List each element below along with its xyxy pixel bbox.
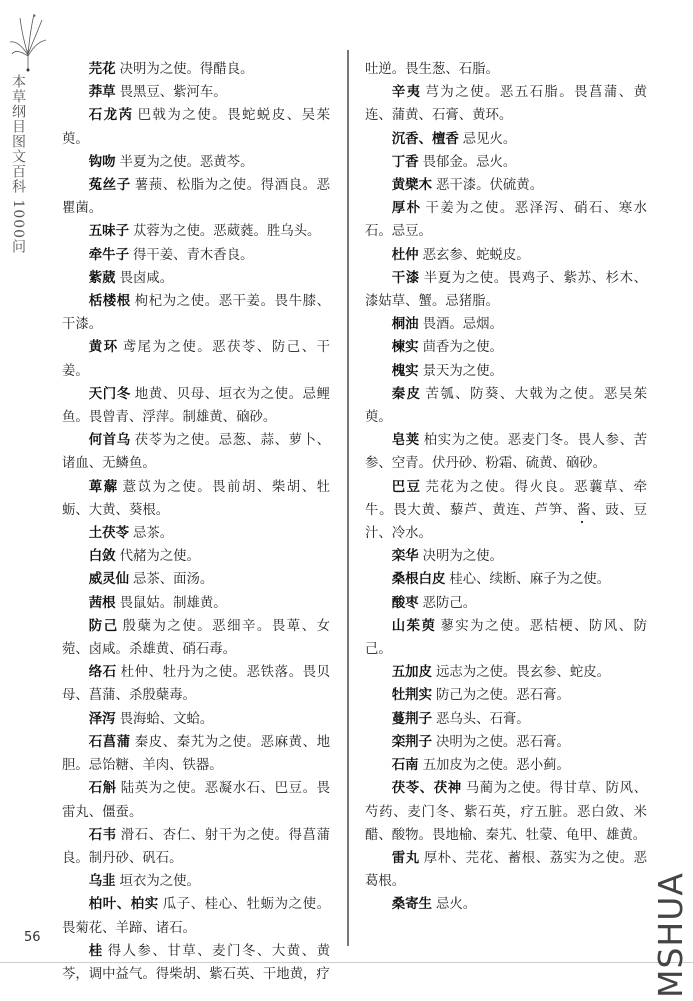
herb-entry (365, 336, 647, 359)
herb-compatibility-text: 枸杞为之使。恶干姜。畏牛膝、干漆。 (62, 294, 331, 333)
herb-compatibility-text: 茯苓为之使。忌葱、蒜、萝卜、诸血、无鳞鱼。 (62, 433, 331, 472)
herb-entry (365, 684, 647, 707)
herb-compatibility-text: 畏黑豆、紫河车。 (119, 85, 227, 101)
herb-entry (62, 661, 330, 707)
herb-compatibility-text: 景天为之使。 (422, 363, 503, 379)
book-title-vertical: 本草纲目图文百科 1000问 (10, 74, 26, 255)
herb-name: 沉香、檀香 (391, 131, 459, 147)
herb-entry (62, 592, 330, 615)
herb-entry (62, 174, 330, 220)
herb-compatibility-text: 畏郁金。忌火。 (422, 154, 517, 170)
herb-compatibility-text: 薏苡为之使。畏前胡、柴胡、牡蛎、大黄、葵根。 (62, 479, 331, 518)
herb-name: 石菖蒲 (88, 734, 131, 750)
herb-compatibility-text: 决明为之使。得醋良。 (119, 62, 254, 77)
herb-entry (62, 429, 330, 475)
herb-name: 乌韭 (88, 874, 116, 890)
herb-entry (365, 267, 647, 313)
herb-compatibility-text: 杜仲、牡丹为之使。恶铁落。畏贝母、菖蒲、杀殷蘖毒。 (62, 665, 331, 704)
herb-compatibility-text: 厚朴、芫花、蓄根、荔实为之使。恶葛根。 (365, 850, 648, 890)
herb-name: 杜仲 (391, 247, 419, 263)
herb-name: 厚朴 (391, 201, 422, 217)
herb-name: 黄环 (88, 340, 119, 356)
herb-entry (62, 545, 330, 568)
herb-name: 桑根白皮 (391, 572, 446, 588)
herb-entry (365, 731, 647, 754)
herb-entry (365, 777, 647, 847)
herb-entry (365, 661, 647, 684)
herb-name: 芫花 (88, 62, 116, 77)
herb-name: 钩吻 (88, 154, 116, 170)
herb-name: 蔓荆子 (391, 711, 432, 727)
herb-compatibility-text: 得人参、甘草、麦门冬、大黄、黄芩，调中益气。得柴胡、紫石英、干地黄，疗 (62, 943, 330, 982)
herb-name: 柏叶、柏实 (88, 897, 159, 913)
herb-entry (62, 383, 330, 429)
herb-entry (62, 568, 330, 591)
herb-name: 菟丝子 (88, 178, 131, 194)
herb-entry (62, 893, 330, 939)
herb-entry (62, 824, 330, 870)
herb-name: 丁香 (391, 154, 419, 170)
herb-compatibility-text: 忌茶。 (132, 526, 174, 542)
herb-compatibility-text: 五加皮为之使。恶小蓟。 (422, 758, 570, 774)
herb-entry (62, 220, 330, 243)
herb-name: 栾荆子 (391, 734, 432, 750)
herb-compatibility-text: 远志为之使。畏玄参、蛇皮。 (435, 665, 611, 681)
herb-name: 五味子 (88, 224, 129, 240)
herb-name: 萆薢 (88, 479, 119, 495)
herb-compatibility-text: 蓼实为之使。恶桔梗、防风、防己。 (365, 618, 648, 658)
herb-entry (62, 267, 330, 290)
print-speck (581, 521, 583, 523)
herb-name: 五加皮 (391, 665, 432, 681)
herb-compatibility-text: 忌见火。 (462, 131, 517, 147)
herb-name: 白敛 (88, 549, 116, 565)
herb-entry (365, 615, 647, 661)
herb-entry (365, 754, 647, 777)
herb-name: 石龙芮 (88, 108, 134, 124)
herb-name: 山茱萸 (391, 618, 437, 634)
herb-entry (365, 545, 647, 568)
herb-name: 巴豆 (391, 479, 422, 495)
herb-compatibility-text: 秦皮、秦艽为之使。恶麻黄、地胆。忌饴糖、羊肉、铁器。 (62, 734, 331, 774)
herb-entry (365, 151, 647, 174)
herb-entry (62, 58, 330, 81)
herb-compatibility-text: 桂心、续断、麻子为之使。 (449, 572, 611, 588)
herb-name: 天门冬 (88, 386, 131, 402)
herb-entry (62, 336, 330, 382)
herb-name: 莽草 (88, 85, 116, 101)
herb-compatibility-text: 恶防己。 (422, 595, 477, 611)
footer-rule (0, 962, 693, 963)
left-column (62, 58, 330, 986)
herb-compatibility-text: 滑石、杏仁、射干为之使。得菖蒲良。制丹砂、矾石。 (62, 827, 331, 866)
herb-entry (62, 708, 330, 731)
herb-compatibility-text: 茴香为之使。 (422, 340, 503, 356)
herb-compatibility-text: 地黄、贝母、垣衣为之使。忌鲤鱼。畏曾青、浮萍。制雄黄、硇砂。 (62, 386, 331, 426)
herb-compatibility-text: 瓜子、桂心、牡蛎为之使。畏菊花、羊蹄、诸石。 (62, 897, 331, 936)
herb-name: 泽泻 (88, 711, 116, 727)
herb-compatibility-text: 吐逆。畏生葱、石脂。 (365, 62, 499, 77)
herb-name: 桑寄生 (391, 897, 432, 913)
herb-entry (365, 174, 647, 197)
plant-illustration-icon (8, 10, 48, 72)
herb-name: 牡荆实 (391, 688, 432, 704)
herb-name: 紫葳 (88, 270, 116, 286)
herb-entry (365, 708, 647, 731)
herb-compatibility-text: 决明为之使。恶石膏。 (435, 734, 570, 750)
herb-entry (365, 592, 647, 615)
herb-compatibility-text: 苦瓠、防葵、大戟为之使。恶吴茱萸。 (365, 386, 648, 426)
herb-name: 酸枣 (391, 595, 419, 611)
herb-compatibility-text: 代赭为之使。 (119, 549, 200, 565)
herb-compatibility-text: 忌茶、面汤。 (132, 572, 214, 588)
herb-compatibility-text: 决明为之使。 (422, 549, 503, 565)
herb-entry (62, 615, 330, 661)
herb-compatibility-text: 畏卤咸。 (119, 270, 174, 286)
herb-entry (365, 244, 647, 267)
herb-entry (62, 104, 330, 150)
herb-compatibility-text: 恶干漆。伏硫黄。 (435, 178, 544, 194)
herb-entry (62, 290, 330, 336)
herb-entry (62, 731, 330, 777)
right-column (365, 58, 647, 917)
herb-name: 雷丸 (391, 850, 420, 866)
herb-compatibility-text: 恶乌头、石膏。 (435, 711, 530, 727)
herb-entry (365, 476, 647, 546)
herb-compatibility-text: 柏实为之使。恶麦门冬。畏人参、苦参、空青。伏丹砂、粉霜、硫黄、硇砂。 (365, 433, 648, 472)
herb-entry (365, 128, 647, 151)
herb-compatibility-text: 鸢尾为之使。恶茯苓、防己、干姜。 (62, 340, 331, 379)
herb-compatibility-text: 畏酒。忌烟。 (422, 317, 503, 333)
herb-name: 石南 (391, 758, 419, 774)
herb-name: 络石 (88, 665, 117, 681)
herb-name: 石斛 (88, 781, 117, 797)
herb-entry (365, 383, 647, 429)
herb-compatibility-text: 芫花为之使。得火良。恶蘘草、牵牛。畏大黄、藜芦、黄连、芦笋、酱、豉、豆汁、冷水。 (365, 479, 648, 542)
herb-name: 栾华 (391, 549, 419, 565)
herb-entry (62, 151, 330, 174)
watermark: MSHUA (651, 872, 690, 998)
herb-entry (365, 429, 647, 475)
herb-name: 黄檗木 (391, 178, 432, 194)
herb-name: 土茯苓 (88, 526, 129, 542)
herb-name: 辛夷 (391, 85, 422, 101)
herb-compatibility-text: 垣衣为之使。 (119, 874, 200, 890)
herb-compatibility-text: 得干姜、青木香良。 (132, 247, 254, 263)
herb-name: 干漆 (391, 270, 420, 286)
herb-compatibility-text: 防己为之使。恶石膏。 (435, 688, 570, 704)
column-divider (347, 50, 349, 946)
herb-compatibility-text: 苁蓉为之使。恶葳蕤。胜乌头。 (132, 224, 321, 240)
herb-entry (365, 360, 647, 383)
herb-entry (62, 522, 330, 545)
herb-entry (62, 476, 330, 522)
herb-name: 秦皮 (391, 386, 422, 402)
herb-entry (365, 58, 647, 81)
herb-compatibility-text: 陆英为之使。恶凝水石、巴豆。畏雷丸、僵蚕。 (62, 781, 331, 820)
herb-name: 茯苓、茯神 (391, 781, 462, 797)
herb-name: 楝实 (391, 340, 419, 356)
herb-entry (365, 893, 647, 916)
herb-name: 牵牛子 (88, 247, 129, 263)
herb-name: 何首乌 (88, 433, 131, 449)
herb-compatibility-text: 畏海蛤、文蛤。 (119, 711, 214, 727)
herb-compatibility-text: 干姜为之使。恶泽泻、硝石、寒水石。忌豆。 (365, 201, 648, 240)
herb-entry (365, 197, 647, 243)
herb-name: 皂荚 (391, 433, 420, 449)
herb-compatibility-text: 畏鼠姑。制雄黄。 (119, 595, 227, 611)
herb-entry (62, 870, 330, 893)
herb-compatibility-text: 殷蘖为之使。恶细辛。畏萆、女菀、卤咸。杀雄黄、硝石毒。 (62, 618, 331, 658)
herb-name: 栝楼根 (88, 294, 131, 310)
herb-entry (365, 568, 647, 591)
herb-compatibility-text: 忌火。 (435, 897, 477, 913)
herb-entry (62, 81, 330, 104)
herb-entry (62, 244, 330, 267)
herb-name: 桐油 (391, 317, 419, 333)
herb-name: 石韦 (88, 827, 117, 843)
herb-name: 茜根 (88, 595, 116, 611)
herb-compatibility-text: 巴戟为之使。畏蛇蜕皮、吴茱萸。 (62, 108, 331, 147)
herb-compatibility-text: 恶玄参、蛇蜕皮。 (422, 247, 530, 263)
page-number: 56 (24, 930, 41, 945)
herb-entry (365, 81, 647, 127)
herb-name: 威灵仙 (88, 572, 129, 588)
herb-name: 桂 (88, 943, 104, 959)
herb-name: 槐实 (391, 363, 419, 379)
herb-entry (365, 313, 647, 336)
herb-compatibility-text: 芎为之使。恶五石脂。畏菖蒲、黄连、蒲黄、石膏、黄环。 (365, 85, 648, 124)
herb-compatibility-text: 半夏为之使。畏鸡子、紫苏、杉木、漆姑草、蟹。忌猪脂。 (365, 270, 648, 310)
herb-name: 防己 (88, 618, 119, 634)
herb-compatibility-text: 薯蓣、松脂为之使。得酒良。恶瞿菌。 (62, 178, 331, 217)
herb-entry (62, 777, 330, 823)
herb-compatibility-text: 半夏为之使。恶黄芩。 (119, 154, 254, 170)
herb-compatibility-text: 马蔺为之使。得甘草、防风、芍药、麦门冬、紫石英，疗五脏。恶白敛、米醋、酸物。畏地榆、秦艽、牡蒙、龟甲、雄黄。 (365, 781, 648, 843)
herb-entry (365, 847, 647, 893)
